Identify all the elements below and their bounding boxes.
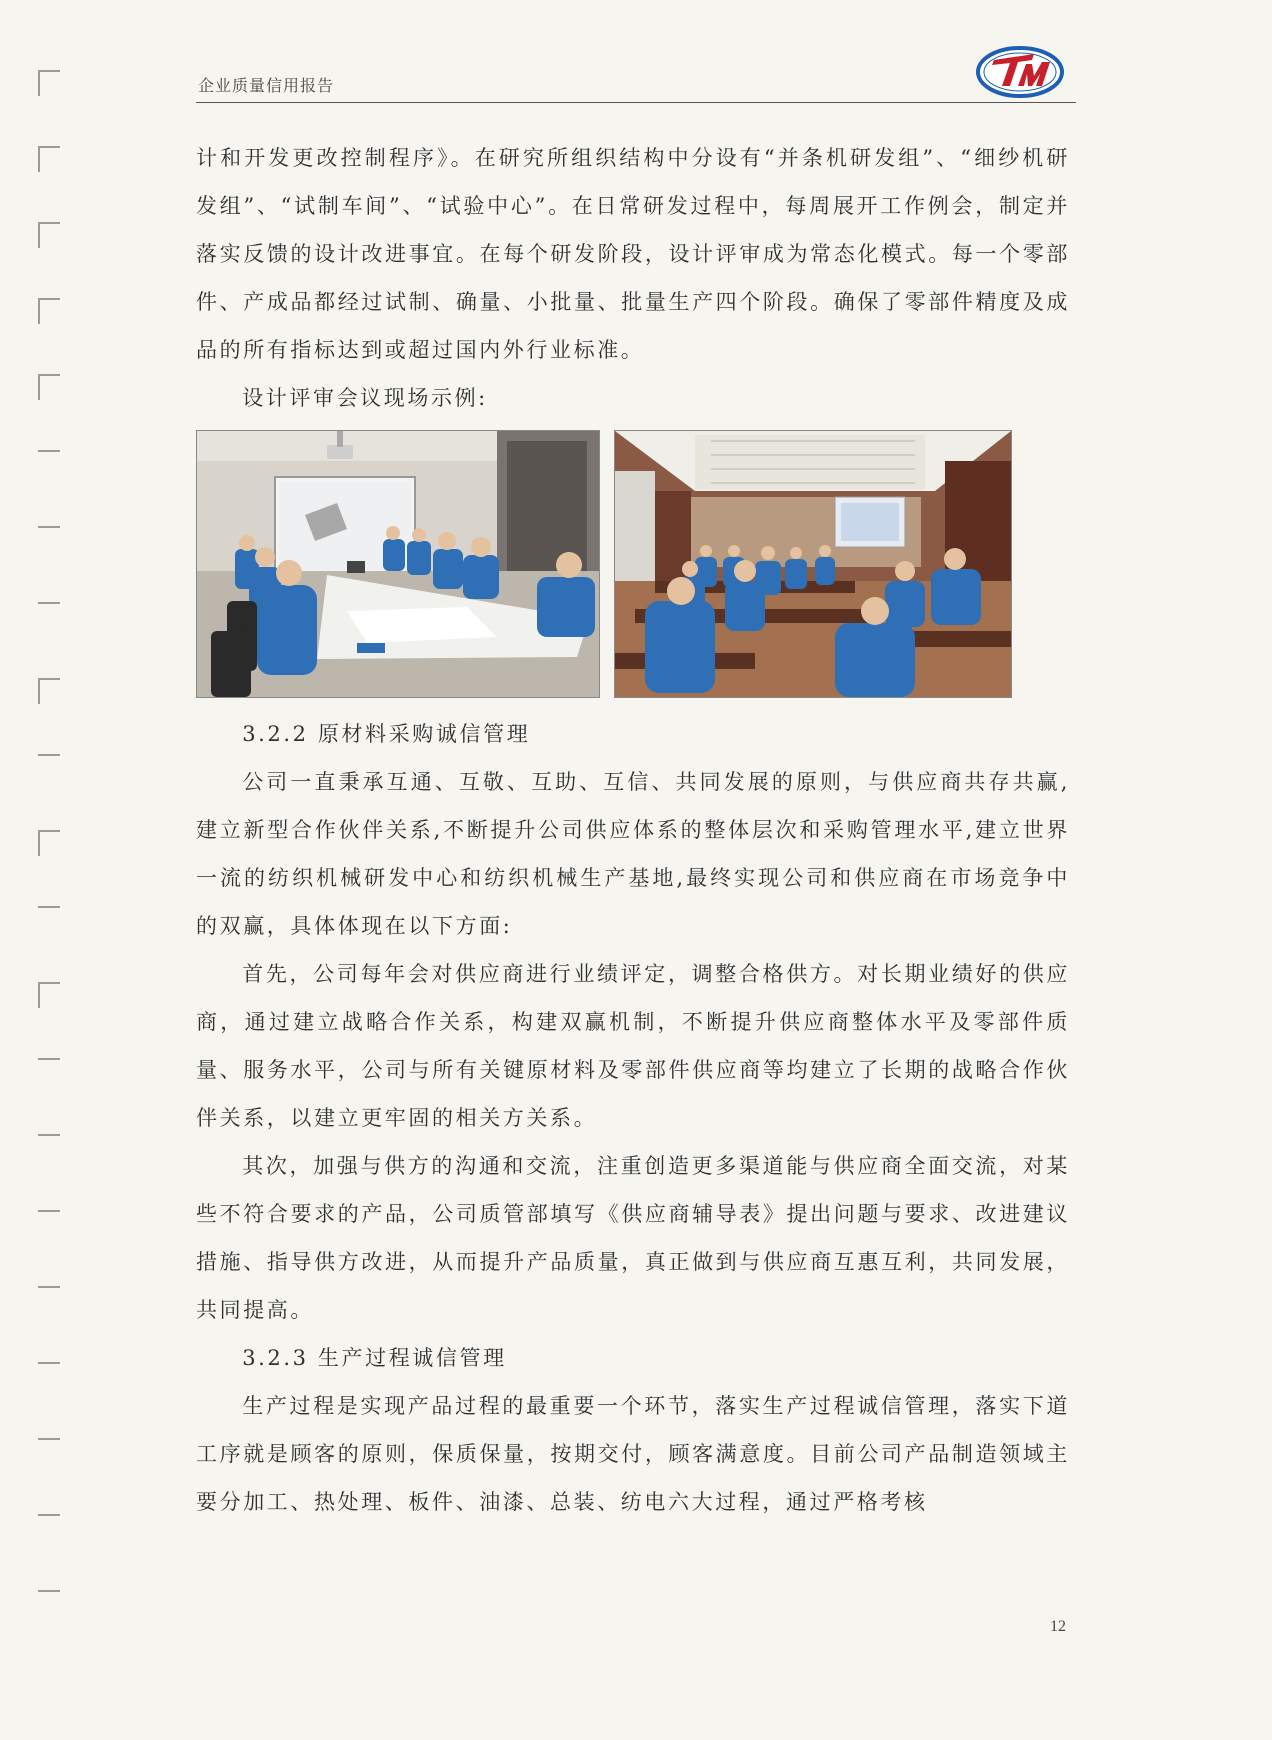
paragraph-supplier-evaluation: 首先，公司每年会对供应商进行业绩评定，调整合格供方。对长期业绩好的供应商，通过建立战略合作关系，构建双赢机制，不断提升供应商整体水平及零部件质量、服务水平，公司与所有关键原材料及零部件供应商等均建立了长期的战略合作伙伴关系，以建立更牢固的相关方关系。 [196,962,1070,1130]
page-number: 12 [1050,1618,1066,1635]
section-heading-3-2-3: 3.2.3 生产过程诚信管理 [242,1346,507,1370]
section-heading-3-2-2: 3.2.2 原材料采购诚信管理 [242,722,531,746]
header-title: 企业质量信用报告 [198,76,335,95]
meeting-photo-left [196,430,600,698]
binding-marks [38,70,68,1710]
paragraph-meeting-caption: 设计评审会议现场示例: [242,386,488,410]
page-header [196,40,1076,103]
meeting-photos [196,430,1070,700]
paragraph-production-process: 生产过程是实现产品过程的最重要一个环节，落实生产过程诚信管理，落实下道工序就是顾客的原则，保质保量，按期交付，顾客满意度。目前公司产品制造领域主要分加工、热处理、板件、油漆、总装、纺电六大过程，通过严格考核 [196,1394,1070,1514]
meeting-photo-right [614,430,1012,698]
paragraph-supplier-communication: 其次，加强与供方的沟通和交流，注重创造更多渠道能与供应商全面交流，对某些不符合要求的产品，公司质管部填写《供应商辅导表》提出问题与要求、改进建议措施、指导供方改进，从而提升产品质量，真正做到与供应商互惠互利，共同发展，共同提高。 [196,1154,1070,1322]
company-logo [974,42,1066,100]
paragraph-design-control: 计和开发更改控制程序》。在研究所组织结构中分设有“并条机研发组”、“细纱机研发组”、“试制车间”、“试验中心”。在日常研发过程中，每周展开工作例会，制定并落实反馈的设计改进事宜。在每个研发阶段，设计评审成为常态化模式。每一个零部件、产成品都经过试制、确量、小批量、批量生产四个阶段。确保了零部件精度及成品的所有指标达到或超过国内外行业标准。 [196,146,1070,362]
paragraph-procurement-principle: 公司一直秉承互通、互敬、互助、互信、共同发展的原则，与供应商共存共赢,建立新型合作伙伴关系,不断提升公司供应体系的整体层次和采购管理水平,建立世界一流的纺织机械研发中心和纺织机械生产基地,最终实现公司和供应商在市场竞争中的双赢，具体体现在以下方面: [196,770,1070,938]
document-body [196,134,1070,1526]
